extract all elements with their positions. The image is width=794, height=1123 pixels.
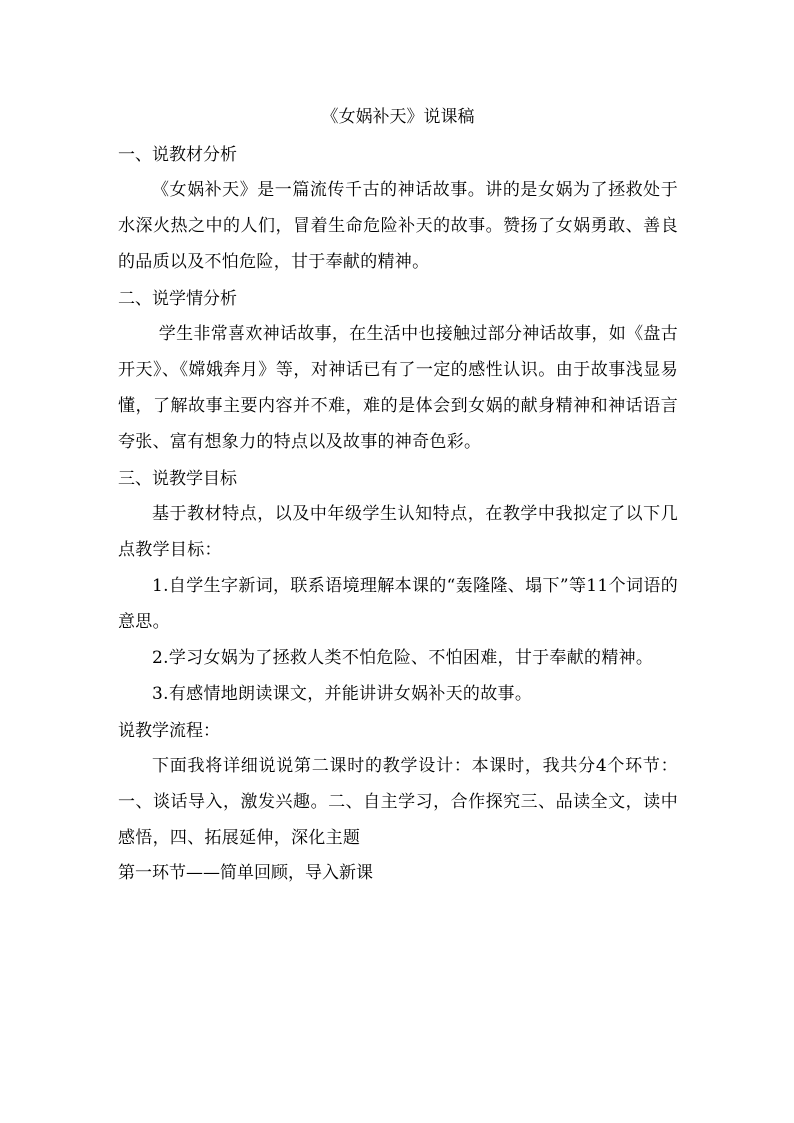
paragraph-goals-intro: 基于教材特点，以及中年级学生认知特点，在教学中我拟定了以下几点教学目标： bbox=[118, 504, 678, 560]
paragraph-goal-3: 3.有感情地朗读课文，并能讲讲女娲补天的故事。 bbox=[152, 684, 533, 704]
paragraph-goal-1: 1.自学生字新词，联系语境理解本课的“轰隆隆、塌下”等11个词语的意思。 bbox=[118, 576, 678, 632]
section-heading-first-stage: 第一环节——简单回顾，导入新课 bbox=[118, 863, 373, 883]
document-body bbox=[118, 104, 678, 890]
section-heading-teaching-process: 说教学流程： bbox=[118, 721, 220, 741]
document-title: 《女娲补天》说课稿 bbox=[321, 107, 475, 127]
paragraph-student-analysis: 学生非常喜欢神话故事，在生活中也接触过部分神话故事，如《盘古开天》、《嫦娥奔月》等，对神话已有了一定的感性认识。由于故事浅显易懂，了解故事主要内容并不难，难的是体会到女娲的献身精神和神话语言夸张、富有想象力的特点以及故事的神奇色彩。 bbox=[118, 324, 678, 452]
paragraph-textbook-analysis: 《女娲补天》是一篇流传千古的神话故事。讲的是女娲为了拯救处于水深火热之中的人们，冒着生命危险补天的故事。赞扬了女娲勇敢、善良的品质以及不怕危险，甘于奉献的精神。 bbox=[118, 180, 678, 272]
section-heading-teaching-goals: 三、说教学目标 bbox=[118, 469, 237, 489]
paragraph-goal-2: 2.学习女娲为了拯救人类不怕危险、不怕困难，甘于奉献的精神。 bbox=[152, 648, 654, 668]
section-heading-student-analysis: 二、说学情分析 bbox=[118, 289, 237, 309]
section-heading-textbook-analysis: 一、说教材分析 bbox=[118, 145, 237, 165]
paragraph-teaching-process: 下面我将详细说说第二课时的教学设计：本课时，我共分4个环节：一、谈话导入，激发兴趣。二、自主学习，合作探究三、品读全文，读中感悟，四、拓展延伸，深化主题 bbox=[118, 756, 678, 848]
